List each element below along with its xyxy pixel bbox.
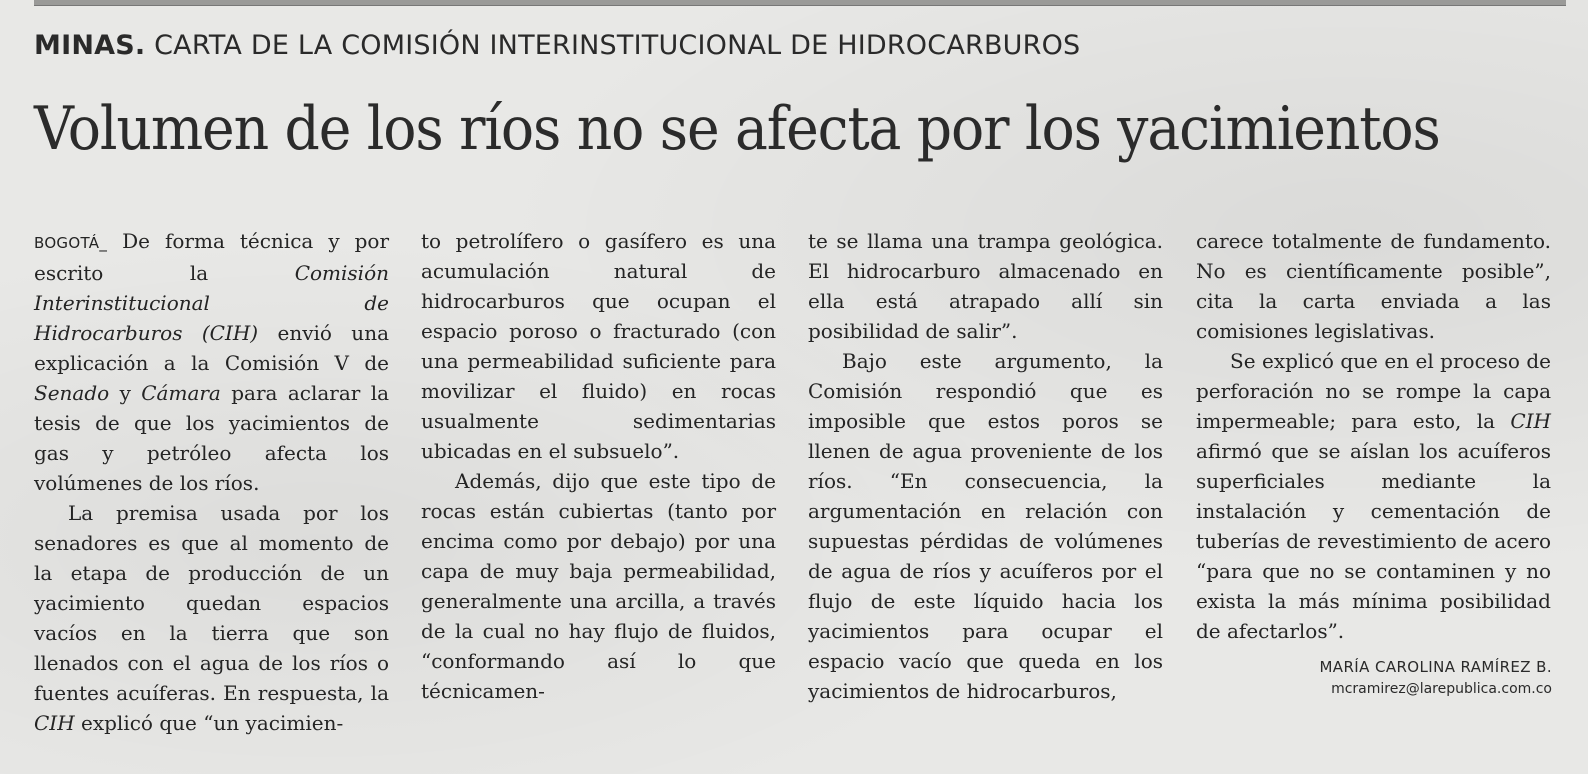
paragraph [34, 498, 389, 738]
paragraph: Bajo este argumento, la Comisión respondió que es imposible que estos poros se llenen de agua proveniente de los ríos. “En consecuencia, la argumentación en relación con supuestas pérdidas de volúmenes de agua de ríos y acuíferos por el flujo de este líquido hacia los yacimientos para ocupar el espacio vacío que queda en los yacimientos de hidrocarburos, [808, 349, 1163, 703]
text-run: explicó que “un yacimien- [74, 711, 344, 735]
paragraph: carece totalmente de fundamento. No es científicamente posible”, cita la carta enviada a las comisiones legislativas. [1196, 229, 1551, 343]
article-column-4 [1196, 226, 1551, 646]
emphasis-text: Comisión Interinstitucional de Hidrocarburos (CIH) [34, 261, 389, 345]
emphasis-text: CIH [1510, 409, 1551, 433]
text-run: para aclarar la tesis de que los yacimientos de gas y petróleo afecta los volúmenes de los ríos. [34, 381, 390, 495]
kicker-subtitle: CARTA DE LA COMISIÓN INTERINSTITUCIONAL DE HIDROCARBUROS [154, 30, 1081, 61]
paragraph [1196, 346, 1551, 646]
text-run: afirmó que se aíslan los acuíferos superficiales mediante la instalación y cementación de tuberías de revestimiento de acero “para que no se contaminen y no exista la más mínima posibilidad de afectarlos”. [1196, 439, 1551, 643]
text-run: La premisa usada por los senadores es que al momento de la etapa de producción de un yacimiento quedan espacios vacíos en la tierra que son llenados con el agua de los ríos o fuentes acuíferas. En respuesta, la [34, 501, 389, 705]
emphasis-text: CIH [34, 711, 75, 735]
emphasis-text: Cámara [141, 381, 221, 405]
emphasis-text: Senado [34, 381, 110, 405]
text-run: De forma técnica y por escrito la [34, 229, 390, 285]
author-email: mcramirez@larepublica.com.co [1331, 681, 1552, 697]
article-column-2 [421, 226, 776, 706]
paragraph: te se llama una trampa geológica. El hidrocarburo almacenado en ella está atrapado allí sin posibilidad de salir”. [808, 229, 1163, 343]
text-run: y [109, 381, 142, 405]
article-column-1 [34, 226, 389, 738]
text-run: Se explicó que en el proceso de perforación no se rompe la capa impermeable; para esto, la [1196, 349, 1551, 433]
author-name: MARÍA CAROLINA RAMÍREZ B. [1319, 658, 1552, 676]
kicker-section: MINAS. [34, 30, 146, 61]
byline [1319, 658, 1552, 697]
headline: Volumen de los ríos no se afecta por los yacimientos [34, 94, 1440, 164]
paragraph [34, 226, 389, 498]
text-run: envió una explicación a la Comisión V de [34, 321, 389, 375]
article-column-3 [808, 226, 1163, 706]
paragraph: to petrolífero o gasífero es una acumulación natural de hidrocarburos que ocupan el espacio poroso o fracturado (con una permeabilidad suficiente para movilizar el fluido) en rocas usualmente sedimentarias ubicadas en el subsuelo”. [421, 229, 776, 463]
paragraph: Además, dijo que este tipo de rocas están cubiertas (tanto por encima como por debajo) por una capa de muy baja permeabilidad, generalmente una arcilla, a través de la cual no hay flujo de fluidos, “conformando así lo que técnicamen- [421, 469, 776, 703]
kicker [34, 30, 1080, 61]
dateline: BOGOTÁ_ [34, 234, 108, 252]
top-rule [34, 0, 1566, 6]
